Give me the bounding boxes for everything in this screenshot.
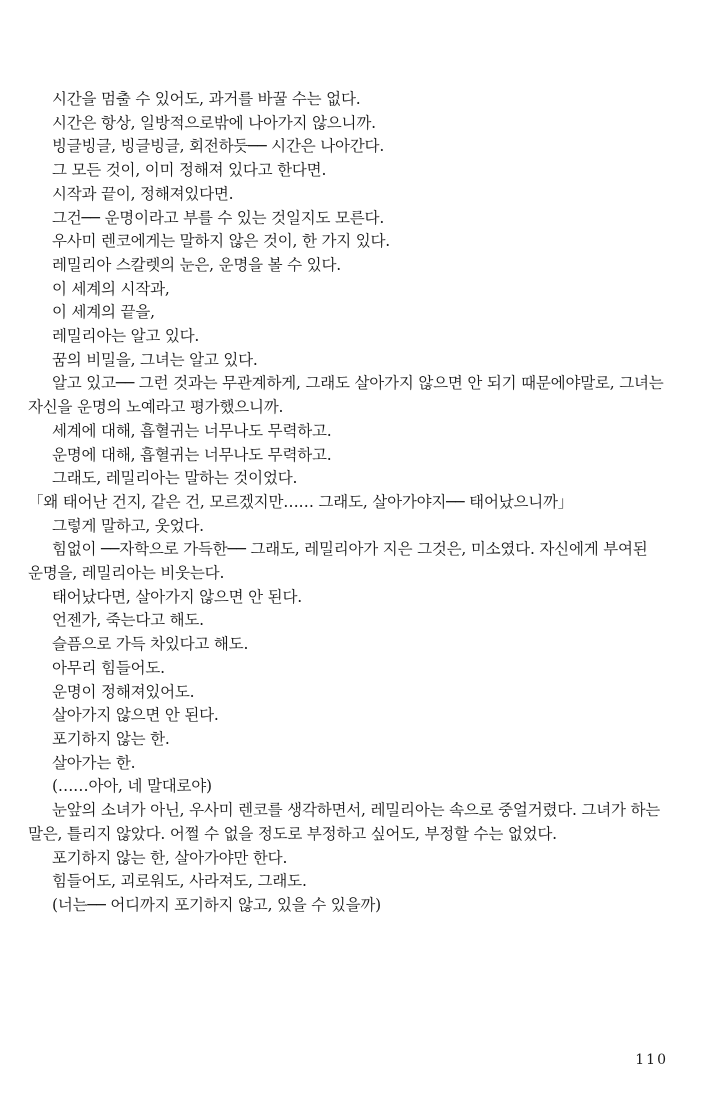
paragraph: 시간을 멈출 수 있어도, 과거를 바꿀 수는 없다.	[52, 90, 361, 108]
paragraph: 포기하지 않는 한.	[52, 729, 170, 748]
paragraph: 빙글빙글, 빙글빙글, 회전하듯── 시간은 나아간다.	[52, 137, 385, 156]
paragraph: 알고 있고── 그런 것과는 무관계하게, 그래도 살아가지 않으면 안 되기 때문에야말로, 그녀는 자신을 운명의 노예라고 평가했으니까.	[28, 374, 664, 417]
paragraph: 힘없이 ──자학으로 가득한── 그래도, 레밀리아가 지은 그것은, 미소였다. 자신에게 부여된 운명을, 레밀리아는 비웃는다.	[28, 540, 648, 583]
paragraph: 언젠가, 죽는다고 해도.	[52, 611, 204, 630]
paragraph: 그 모든 것이, 이미 정해져 있다고 한다면.	[52, 161, 327, 180]
paragraph: 그렇게 말하고, 웃었다.	[52, 516, 204, 535]
paragraph: 운명에 대해, 흡혈귀는 너무나도 무력하고.	[52, 445, 332, 464]
paragraph: 이 세계의 시작과,	[52, 279, 170, 298]
paragraph: 레밀리아 스칼렛의 눈은, 운명을 볼 수 있다.	[52, 255, 341, 274]
paragraph: 꿈의 비밀을, 그녀는 알고 있다.	[52, 350, 258, 369]
paragraph: 시작과 끝이, 정해져있다면.	[52, 184, 234, 203]
paragraph: 살아가는 한.	[52, 753, 136, 772]
paragraph: 시간은 항상, 일방적으로밖에 나아가지 않으니까.	[52, 113, 376, 132]
paragraph: 슬픔으로 가득 차있다고 해도.	[52, 635, 249, 654]
page-number: 110	[635, 1052, 668, 1068]
dialogue-line: 「왜 태어난 건지, 같은 건, 모르겠지만…… 그래도, 살아가야지── 태어났으니까」	[28, 492, 574, 511]
paragraph: 아무리 힘들어도.	[52, 658, 165, 677]
paragraph: 우사미 렌코에게는 말하지 않은 것이, 한 가지 있다.	[52, 232, 391, 251]
paragraph: 태어났다면, 살아가지 않으면 안 된다.	[52, 587, 302, 606]
paragraph: (너는── 어디까지 포기하지 않고, 있을 수 있을까)	[52, 895, 381, 914]
paragraph: 그건── 운명이라고 부를 수 있는 것일지도 모른다.	[52, 208, 385, 227]
paragraph: 이 세계의 끝을,	[52, 303, 155, 322]
paragraph: 눈앞의 소녀가 아닌, 우사미 렌코를 생각하면서, 레밀리아는 속으로 중얼거렸다. 그녀가 하는 말은, 틀리지 않았다. 어쩔 수 없을 정도로 부정하고 싶어도, 부정할 수는 없었다.	[28, 801, 661, 843]
paragraph: 힘들어도, 괴로워도, 사라져도, 그래도.	[52, 872, 307, 891]
paragraph: 운명이 정해져있어도.	[52, 682, 195, 701]
paragraph: 포기하지 않는 한, 살아가야만 한다.	[52, 848, 288, 867]
paragraph: 레밀리아는 알고 있다.	[52, 327, 200, 346]
paragraph: (……아아, 네 말대로야)	[52, 777, 212, 796]
paragraph: 그래도, 레밀리아는 말하는 것이었다.	[52, 469, 298, 488]
page-body-text	[28, 88, 668, 918]
paragraph: 세계에 대해, 흡혈귀는 너무나도 무력하고.	[52, 421, 332, 440]
paragraph: 살아가지 않으면 안 된다.	[52, 706, 219, 725]
